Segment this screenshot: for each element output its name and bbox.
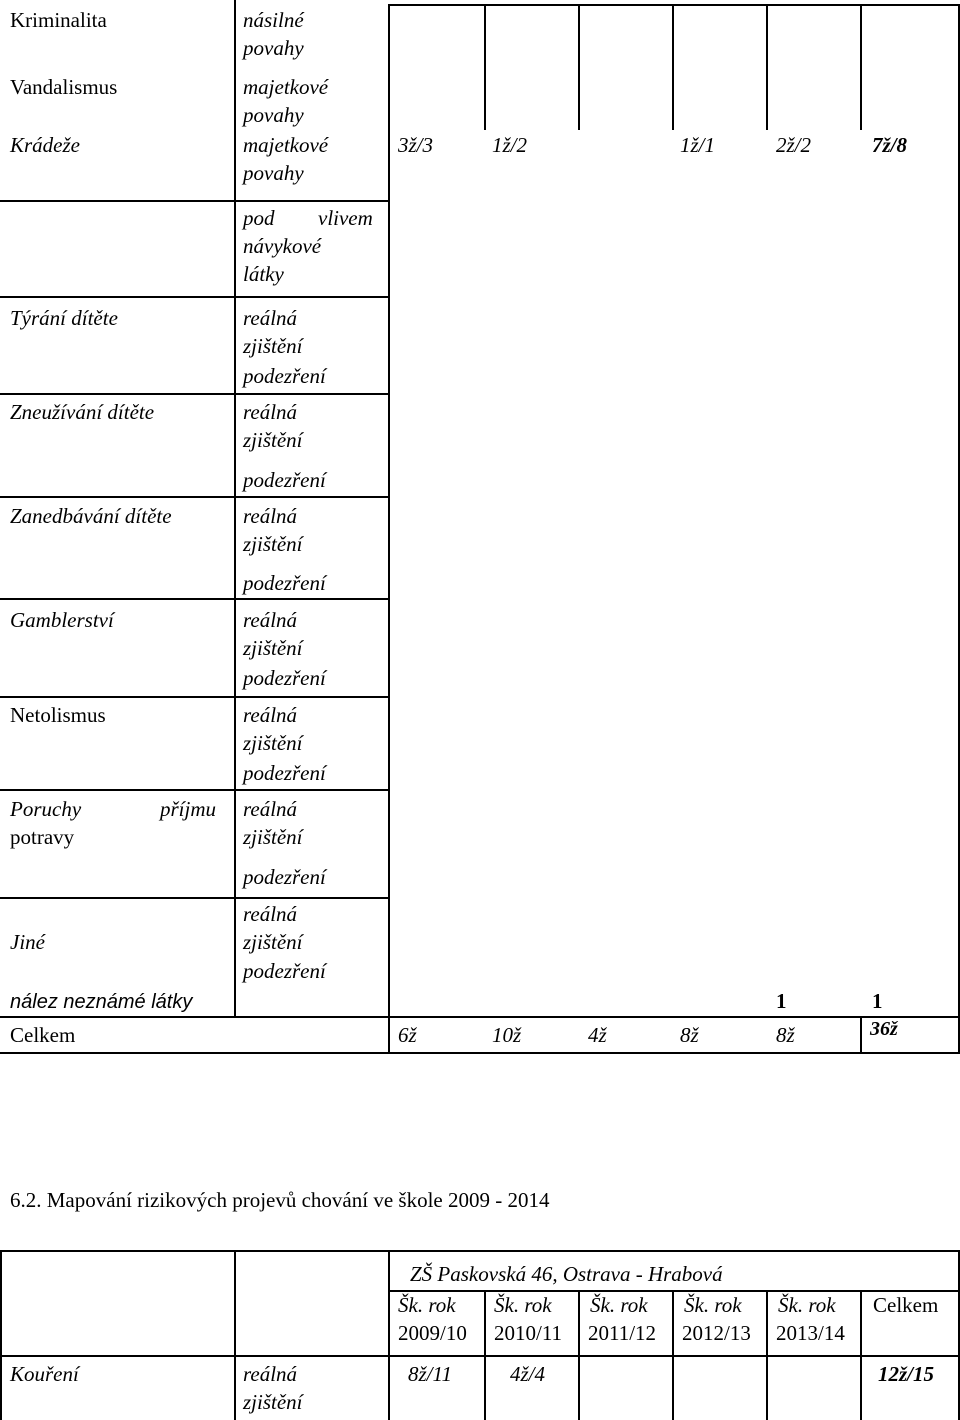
year-3: 2011/12	[588, 1321, 657, 1345]
school-name: ZŠ Paskovská 46, Ostrava - Hrabová	[410, 1262, 723, 1286]
celkem-value-3: 4ž	[588, 1023, 607, 1047]
row-type-jine-suspect: podezření	[243, 959, 326, 983]
year-prefix-4: Šk. rok	[684, 1293, 742, 1317]
row-type-zanedbavani-suspect: podezření	[243, 571, 326, 595]
row-type-tyrani-suspect: podezření	[243, 364, 326, 388]
kradeze-value-5: 7ž/8	[872, 133, 908, 157]
table-border	[0, 897, 388, 899]
table-border	[672, 1290, 674, 1420]
celkem-value-total: 36ž	[870, 1018, 898, 1040]
table-border	[672, 4, 674, 130]
row-type-netolismus-real: reálná zjištění	[243, 703, 303, 755]
year-1: 2009/10	[398, 1321, 467, 1345]
table-border	[0, 696, 388, 698]
year-2: 2010/11	[494, 1321, 563, 1345]
nalez-value-4: 1	[776, 989, 787, 1013]
row-type-vandalismus: majetkové povahy	[243, 75, 329, 127]
table-border	[0, 393, 388, 395]
table-border	[860, 4, 862, 130]
row-type-zneuzivani-real: reálná zjištění	[243, 400, 303, 452]
row-label-koureni: Kouření	[10, 1362, 79, 1386]
table-border	[578, 1290, 580, 1420]
table-border	[766, 4, 768, 130]
table-border	[0, 1052, 960, 1054]
year-prefix-1: Šk. rok	[398, 1293, 456, 1317]
koureni-value-total: 12ž/15	[878, 1362, 935, 1386]
row-label-zneuzivani: Zneužívání dítěte	[10, 400, 155, 424]
table-border	[0, 496, 388, 498]
row-type-gamblerstvi-real: reálná zjištění	[243, 608, 303, 660]
koureni-value-1: 8ž/11	[408, 1362, 452, 1386]
table-border	[0, 1250, 2, 1420]
celkem-value-2: 10ž	[492, 1023, 522, 1047]
row-label-poruchy-3: potravy	[10, 825, 75, 849]
celkem-value-5: 8ž	[776, 1023, 795, 1047]
year-prefix-5: Šk. rok	[778, 1293, 836, 1317]
year-4: 2012/13	[682, 1321, 751, 1345]
table-border	[766, 1290, 768, 1420]
row-type-navykove-2: vlivem	[318, 206, 373, 230]
table-border	[0, 200, 388, 202]
table-border	[578, 4, 580, 130]
table-border	[0, 1016, 960, 1018]
table-border	[484, 1290, 486, 1420]
table-border	[388, 1250, 390, 1420]
row-type-koureni: reálná zjištění	[243, 1362, 303, 1414]
celkem-value-1: 6ž	[398, 1023, 417, 1047]
table-border	[484, 4, 486, 130]
row-type-tyrani-real: reálná zjištění	[243, 306, 303, 358]
year-prefix-3: Šk. rok	[590, 1293, 648, 1317]
table-border	[234, 0, 236, 1016]
table-border	[0, 789, 388, 791]
row-type-poruchy-real: reálná zjištění	[243, 797, 303, 849]
table-border	[0, 1250, 960, 1252]
row-type-gamblerstvi-suspect: podezření	[243, 666, 326, 690]
year-5: 2013/14	[776, 1321, 845, 1345]
table-border	[234, 1250, 236, 1420]
table-border	[0, 598, 388, 600]
row-label-kriminalita: Kriminalita	[10, 8, 107, 32]
row-type-poruchy-suspect: podezření	[243, 865, 326, 889]
total-header: Celkem	[873, 1293, 939, 1317]
row-label-tyrani: Týrání dítěte	[10, 306, 118, 330]
row-label-kradeze: Krádeže	[10, 133, 80, 157]
kradeze-value-1: 3ž/3	[398, 133, 434, 157]
row-label-netolismus: Netolismus	[10, 703, 106, 727]
row-type-zneuzivani-suspect: podezření	[243, 468, 326, 492]
row-type-jine-real: reálná zjištění	[243, 902, 303, 954]
row-label-poruchy-1: Poruchy	[10, 797, 82, 821]
row-type-netolismus-suspect: podezření	[243, 761, 326, 785]
row-type-kriminalita: násilné povahy	[243, 8, 304, 60]
section-title: 6.2. Mapování rizikových projevů chování ve škole 2009 - 2014	[10, 1188, 550, 1212]
table-border	[0, 1355, 960, 1357]
row-label-poruchy-2: příjmu	[160, 797, 217, 821]
nalez-value-5: 1	[872, 989, 883, 1013]
row-type-navykove-3: návykové	[243, 234, 322, 258]
row-type-navykove-4: látky	[243, 262, 284, 286]
row-label-gamblerstvi: Gamblerství	[10, 608, 114, 632]
row-label-vandalismus: Vandalismus	[10, 75, 118, 99]
row-label-jine: Jiné	[10, 930, 45, 954]
row-label-celkem: Celkem	[10, 1023, 76, 1047]
row-type-kradeze: majetkové povahy	[243, 133, 329, 185]
kradeze-value-2: 1ž/2	[492, 133, 528, 157]
row-label-nalez: nález neznámé látky	[10, 991, 193, 1013]
koureni-value-2: 4ž/4	[510, 1362, 546, 1386]
kradeze-value-3: 1ž/1	[680, 133, 716, 157]
row-label-zanedbavani: Zanedbávání dítěte	[10, 504, 172, 528]
table-border	[388, 4, 390, 1052]
year-prefix-2: Šk. rok	[494, 1293, 552, 1317]
celkem-value-4: 8ž	[680, 1023, 699, 1047]
row-type-zanedbavani-real: reálná zjištění	[243, 504, 303, 556]
kradeze-value-4: 2ž/2	[776, 133, 812, 157]
table-border	[0, 296, 388, 298]
row-type-navykove-1: pod	[243, 206, 275, 230]
table-border	[860, 1290, 862, 1420]
table-border	[388, 4, 960, 6]
table-border	[860, 1016, 862, 1052]
